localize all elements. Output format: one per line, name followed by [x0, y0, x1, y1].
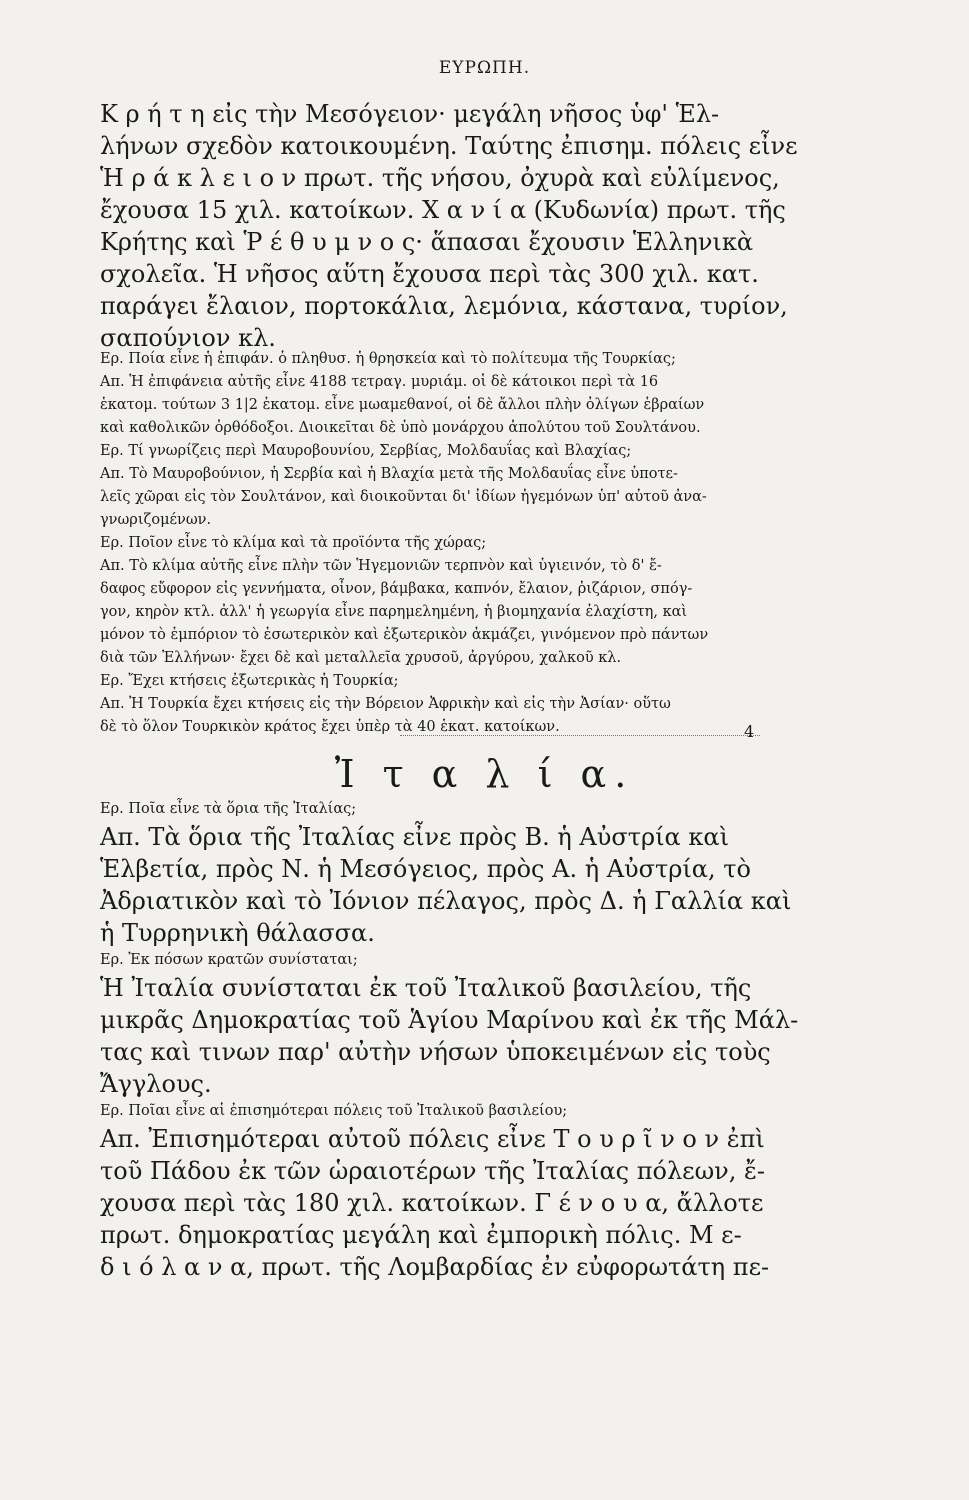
text-line: Απ. Τὸ κλίμα αὐτῆς εἶνε πλὴν τῶν Ἡγεμονιῶν τερπνὸν καὶ ὑγιεινόν, τὸ δ' ἔ- — [100, 558, 662, 574]
text-line: τοῦ Πάδου ἐκ τῶν ὡραιοτέρων τῆς Ἰταλίας πόλεων, ἔ- — [100, 1157, 766, 1185]
text-line: Ἀδριατικὸν καὶ τὸ Ἰόνιον πέλαγος, πρὸς Δ. ἡ Γαλλία καὶ — [100, 887, 792, 915]
text-line: Κ ρ ή τ η εἰς τὴν Μεσόγειον· μεγάλη νῆσος ὑφ' Ἑλ- — [100, 100, 720, 128]
text-line: Ερ. Ἐκ πόσων κρατῶν συνίσταται; — [100, 952, 358, 968]
text-line: Ερ. Ἔχει κτήσεις ἐξωτερικὰς ἡ Τουρκία; — [100, 673, 399, 689]
text-line: δαφος εὔφορον εἰς γεννήματα, οἶνον, βάμβακα, καπνόν, ἔλαιον, ῥιζάριον, σπόγ- — [100, 581, 693, 597]
section-title-italy: Ἰ τ α λ ί α. — [334, 752, 635, 796]
text-line: Απ. Ἐπισημότεραι αὐτοῦ πόλεις εἶνε Τ ο υ ρ ῖ ν ο ν ἐπὶ — [100, 1125, 765, 1153]
text-line: Κρήτης καὶ Ῥ έ θ υ μ ν ο ς· ἅπασαι ἔχουσιν Ἑλληνικὰ — [100, 228, 754, 256]
text-line: δὲ τὸ ὅλον Τουρκικὸν κράτος ἔχει ὑπὲρ τὰ 40 ἑκατ. κατοίκων. — [100, 719, 560, 735]
text-line: ἔχουσα 15 χιλ. κατοίκων. Χ α ν ί α (Κυδωνία) πρωτ. τῆς — [100, 196, 786, 224]
text-line: μόνον τὸ ἐμπόριον τὸ ἐσωτερικὸν καὶ ἐξωτερικὸν ἀκμάζει, γινόμενον πρὸ πάντων — [100, 627, 709, 643]
crete-paragraph — [100, 98, 798, 354]
divider-mark: 4 — [744, 722, 755, 741]
text-line: Ερ. Ποῖον εἶνε τὸ κλίμα καὶ τὰ προϊόντα τῆς χώρας; — [100, 535, 487, 551]
text-line: διὰ τῶν Ἑλλήνων· ἔχει δὲ καὶ μεταλλεῖα χρυσοῦ, ἀργύρου, χαλκοῦ κλ. — [100, 650, 622, 666]
text-line: τας καὶ τινων παρ' αὐτὴν νήσων ὑποκειμένων εἰς τοὺς — [100, 1038, 771, 1066]
text-line: γνωριζομένων. — [100, 512, 212, 528]
text-line: σαπούνιον κλ. — [100, 324, 276, 352]
text-line: ἑκατομ. τούτων 3 1|2 ἑκατομ. εἶνε μωαμεθανοί, οἱ δὲ ἄλλοι πλὴν ὀλίγων ἑβραίων — [100, 397, 705, 413]
text-line: Απ. Τὸ Μαυροβούνιον, ἡ Σερβία καὶ ἡ Βλαχία μετὰ τῆς Μολδαυΐας εἶνε ὑποτε- — [100, 466, 678, 482]
text-line: λήνων σχεδὸν κατοικουμένη. Ταύτης ἐπισημ. πόλεις εἶνε — [100, 132, 798, 160]
text-line: Ἑλβετία, πρὸς Ν. ἡ Μεσόγειος, πρὸς Α. ἡ Αὐστρία, τὸ — [100, 855, 751, 883]
text-line: Ἄγγλους. — [100, 1070, 212, 1098]
text-line: χουσα περὶ τὰς 180 χιλ. κατοίκων. Γ έ ν ο υ α, ἄλλοτε — [100, 1189, 764, 1217]
text-line: μικρᾶς Δημοκρατίας τοῦ Ἁγίου Μαρίνου καὶ ἐκ τῆς Μάλ- — [100, 1006, 799, 1034]
text-line: πρωτ. δημοκρατίας μεγάλη καὶ ἐμπορικὴ πόλις. Μ ε- — [100, 1221, 742, 1249]
text-line: γον, κηρὸν κτλ. ἀλλ' ἡ γεωργία εἶνε παρημελημένη, ἡ βιομηχανία ἐλαχίστη, καὶ — [100, 604, 688, 620]
italy-qa-block — [100, 798, 799, 1283]
turkey-qa-block — [100, 348, 760, 739]
text-line: ἡ Τυρρηνικὴ θάλασσα. — [100, 919, 375, 947]
running-header: ΕΥΡΩΠΗ. — [438, 58, 531, 78]
section-divider — [400, 735, 760, 736]
text-line: λεῖς χῶραι εἰς τὸν Σουλτάνον, καὶ διοικοῦνται δι' ἰδίων ἡγεμόνων ὑπ' αὐτοῦ ἀνα- — [100, 489, 707, 505]
text-line: δ ι ό λ α ν α, πρωτ. τῆς Λομβαρδίας ἐν εὐφορωτάτη πε- — [100, 1253, 770, 1281]
text-line: Ερ. Τί γνωρίζεις περὶ Μαυροβουνίου, Σερβίας, Μολδαυΐας καὶ Βλαχίας; — [100, 443, 632, 459]
text-line: Απ. Ἡ ἐπιφάνεια αὐτῆς εἶνε 4188 τετραγ. μυριάμ. οἱ δὲ κάτοικοι περὶ τὰ 16 — [100, 374, 659, 390]
text-line: Ερ. Ποῖα εἶνε τὰ ὅρια τῆς Ἰταλίας; — [100, 801, 357, 817]
text-line: Απ. Ἡ Τουρκία ἔχει κτήσεις εἰς τὴν Βόρειον Ἀφρικὴν καὶ εἰς τὴν Ἀσίαν· οὕτω — [100, 696, 671, 712]
text-line: καὶ καθολικῶν ὀρθόδοξοι. Διοικεῖται δὲ ὑπὸ μονάρχου ἀπολύτου τοῦ Σουλτάνου. — [100, 420, 701, 436]
text-line: σχολεῖα. Ἡ νῆσος αὕτη ἔχουσα περὶ τὰς 300 χιλ. κατ. — [100, 260, 759, 288]
text-line: παράγει ἔλαιον, πορτοκάλια, λεμόνια, κάστανα, τυρίον, — [100, 292, 788, 320]
text-line: Απ. Τὰ ὅρια τῆς Ἰταλίας εἶνε πρὸς Β. ἡ Αὐστρία καὶ — [100, 823, 729, 851]
text-line: Ἡ ρ ά κ λ ε ι ο ν πρωτ. τῆς νήσου, ὀχυρὰ καὶ εὐλίμενος, — [100, 164, 780, 192]
text-line: Ερ. Ποία εἶνε ἡ ἐπιφάν. ὁ πληθυσ. ἡ θρησκεία καὶ τὸ πολίτευμα τῆς Τουρκίας; — [100, 351, 676, 367]
text-line: Ἡ Ἰταλία συνίσταται ἐκ τοῦ Ἰταλικοῦ βασιλείου, τῆς — [100, 974, 752, 1002]
text-line: Ερ. Ποῖαι εἶνε αἱ ἐπισημότεραι πόλεις τοῦ Ἰταλικοῦ βασιλείου; — [100, 1103, 568, 1119]
